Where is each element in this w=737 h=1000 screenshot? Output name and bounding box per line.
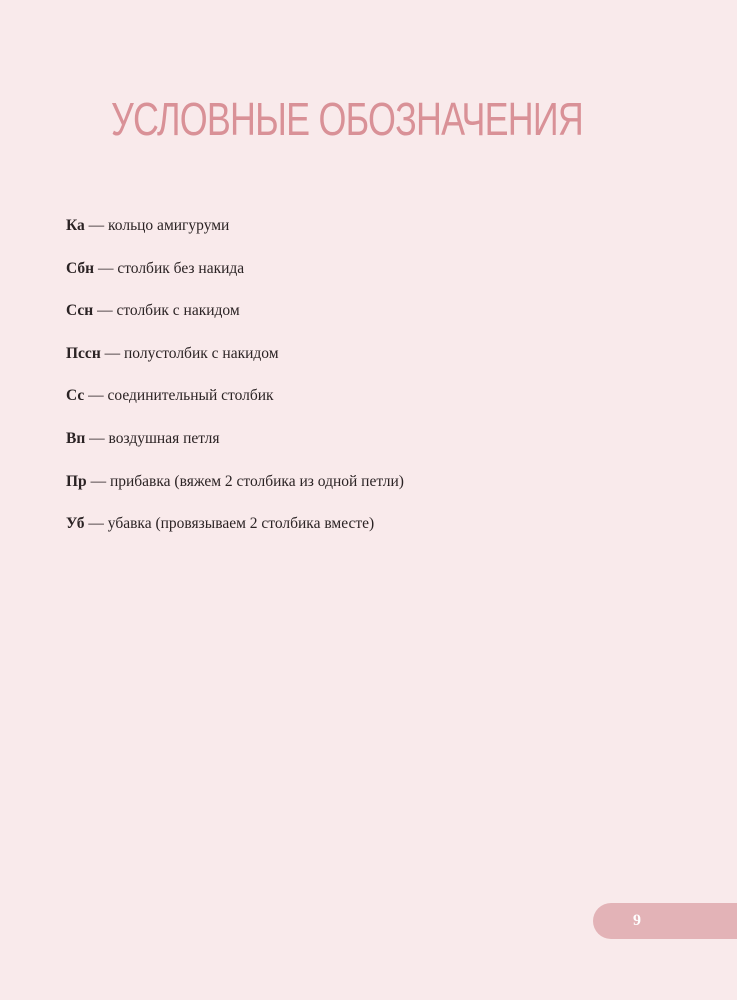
page-number: 9 bbox=[633, 912, 641, 929]
legend-abbreviation: Сбн bbox=[66, 259, 95, 277]
legend-item bbox=[66, 255, 404, 298]
page-title: УСЛОВНЫЕ ОБОЗНАЧЕНИЯ bbox=[111, 93, 584, 145]
legend-dash: — bbox=[84, 217, 109, 234]
legend-description: воздушная петля bbox=[108, 429, 220, 447]
legend-abbreviation: Пссн bbox=[66, 344, 101, 362]
legend-item bbox=[66, 212, 404, 255]
legend-dash: — bbox=[84, 515, 108, 533]
legend-dash: — bbox=[100, 344, 124, 362]
legend-abbreviation: Вп bbox=[66, 429, 86, 447]
legend-dash: — bbox=[86, 472, 110, 490]
legend-description: соединительный столбик bbox=[107, 387, 274, 405]
legend-description: прибавка (вяжем 2 столбика из одной петли) bbox=[109, 472, 404, 490]
legend-dash: — bbox=[85, 429, 109, 447]
legend-description: столбик без накида bbox=[117, 259, 245, 277]
legend-list bbox=[66, 212, 404, 553]
legend-dash: — bbox=[93, 302, 117, 320]
legend-item bbox=[66, 468, 404, 511]
legend-dash: — bbox=[94, 259, 118, 277]
legend-item bbox=[66, 382, 404, 425]
legend-abbreviation: Сс bbox=[66, 387, 85, 405]
legend-abbreviation: Уб bbox=[66, 515, 85, 533]
legend-dash: — bbox=[84, 387, 108, 405]
legend-item bbox=[66, 297, 404, 340]
legend-item bbox=[66, 340, 404, 383]
legend-item bbox=[66, 510, 404, 553]
legend-description: кольцо амигуруми bbox=[108, 217, 230, 234]
legend-item bbox=[66, 425, 404, 468]
legend-abbreviation: Ка bbox=[66, 217, 85, 234]
legend-description: столбик с накидом bbox=[116, 302, 240, 320]
legend-description: полустолбик с накидом bbox=[124, 344, 279, 362]
legend-description: убавка (провязываем 2 столбика вместе) bbox=[107, 515, 375, 533]
page-number-tab bbox=[593, 903, 737, 939]
legend-abbreviation: Ссн bbox=[66, 302, 94, 320]
legend-abbreviation: Пр bbox=[66, 472, 87, 490]
